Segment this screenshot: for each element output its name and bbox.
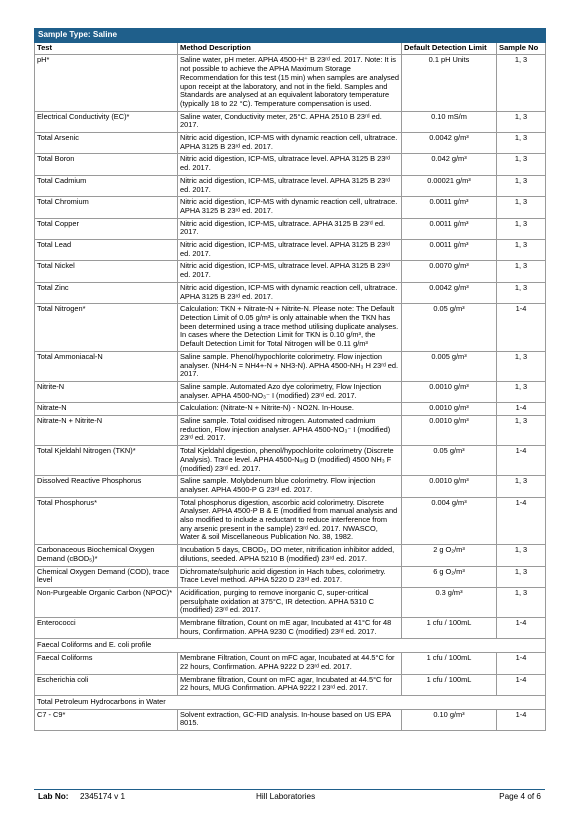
table-row	[35, 476, 546, 497]
test-cell: Total Arsenic	[35, 133, 178, 154]
test-cell: Total Phosphorus*	[35, 497, 178, 545]
method-cell: Saline sample. Automated Azo dye colorimetry, Flow Injection analyser. APHA 4500-NO₃⁻ I (modified) 23ʳᵈ ed. 2017.	[178, 381, 402, 402]
sample-no-cell: 1, 3	[497, 476, 546, 497]
section-label: Faecal Coliforms and E. coli profile	[35, 639, 546, 653]
sample-no-cell: 1-4	[497, 653, 546, 674]
sample-no-cell: 1, 3	[497, 416, 546, 446]
test-cell: Electrical Conductivity (EC)*	[35, 111, 178, 132]
sample-no-cell: 1, 3	[497, 282, 546, 303]
test-cell: Total Cadmium	[35, 175, 178, 196]
test-cell: Total Nitrogen*	[35, 304, 178, 352]
limit-cell: 0.0010 g/m³	[402, 416, 497, 446]
method-cell: Saline sample. Total oxidised nitrogen. Automated cadmium reduction, Flow injection analyser. APHA 4500-NO₃⁻ I (modified) 23ʳᵈ ed. 2017.	[178, 416, 402, 446]
section-row	[35, 696, 546, 710]
header-test: Test	[35, 42, 178, 55]
table-row	[35, 545, 546, 566]
test-cell: Escherichia coli	[35, 674, 178, 695]
header-method-description: Method Description	[178, 42, 402, 55]
limit-cell: 0.0042 g/m³	[402, 133, 497, 154]
test-cell: pH*	[35, 55, 178, 111]
limit-cell: 0.0011 g/m³	[402, 240, 497, 261]
table-row	[35, 197, 546, 218]
method-cell: Nitric acid digestion, ICP-MS, ultratrace level. APHA 3125 B 23ʳᵈ ed. 2017.	[178, 154, 402, 175]
limit-cell: 0.10 mS/m	[402, 111, 497, 132]
sample-no-cell: 1, 3	[497, 351, 546, 381]
limit-cell: 0.004 g/m³	[402, 497, 497, 545]
sample-no-cell: 1-4	[497, 446, 546, 476]
limit-cell: 0.05 g/m³	[402, 446, 497, 476]
sample-no-cell: 1, 3	[497, 55, 546, 111]
method-cell: Nitric acid digestion, ICP-MS, ultratrace level. APHA 3125 B 23ʳᵈ ed. 2017.	[178, 175, 402, 196]
test-cell: Total Nickel	[35, 261, 178, 282]
sample-no-cell: 1, 3	[497, 381, 546, 402]
sample-type-title: Sample Type: Saline	[35, 29, 546, 43]
table-row	[35, 261, 546, 282]
test-cell: Nitrate-N	[35, 403, 178, 416]
limit-cell: 1 cfu / 100mL	[402, 618, 497, 639]
sample-no-cell: 1, 3	[497, 545, 546, 566]
table-row	[35, 587, 546, 617]
method-cell: Nitric acid digestion, ICP-MS with dynamic reaction cell, ultratrace. APHA 3125 B 23ʳᵈ ed. 2017.	[178, 133, 402, 154]
limit-cell: 0.10 g/m³	[402, 709, 497, 730]
test-cell: C7 - C9*	[35, 709, 178, 730]
table-row	[35, 381, 546, 402]
limit-cell: 0.0011 g/m³	[402, 218, 497, 239]
header-sample-no: Sample No	[497, 42, 546, 55]
test-cell: Total Lead	[35, 240, 178, 261]
sample-no-cell: 1, 3	[497, 587, 546, 617]
sample-no-cell: 1, 3	[497, 240, 546, 261]
limit-cell: 6 g O₂/m³	[402, 566, 497, 587]
test-cell: Total Kjeldahl Nitrogen (TKN)*	[35, 446, 178, 476]
section-row	[35, 639, 546, 653]
limit-cell: 1 cfu / 100mL	[402, 674, 497, 695]
limit-cell: 0.1 pH Units	[402, 55, 497, 111]
method-cell: Nitric acid digestion, ICP-MS with dynamic reaction cell, ultratrace. APHA 3125 B 23ʳᵈ ed. 2017.	[178, 197, 402, 218]
method-cell: Acidification, purging to remove inorganic C, super-critical persulphate oxidation at 375°C, IR detection. APHA 5310 C (modified) 23ʳᵈ ed. 2017.	[178, 587, 402, 617]
limit-cell: 0.0010 g/m³	[402, 476, 497, 497]
header-default-detection-limit: Default Detection Limit	[402, 42, 497, 55]
table-row	[35, 175, 546, 196]
limit-cell: 2 g O₂/m³	[402, 545, 497, 566]
method-cell: Dichromate/sulphuric acid digestion in Hach tubes, colorimetry. Trace Level method. APHA 5220 D 23ʳᵈ ed. 2017.	[178, 566, 402, 587]
table-row	[35, 240, 546, 261]
limit-cell: 0.3 g/m³	[402, 587, 497, 617]
sample-no-cell: 1, 3	[497, 133, 546, 154]
table-row	[35, 446, 546, 476]
table-row	[35, 154, 546, 175]
methods-table	[34, 28, 546, 731]
table-row	[35, 304, 546, 352]
page-footer	[34, 789, 545, 804]
method-cell: Nitric acid digestion, ICP-MS, ultratrace level. APHA 3125 B 23ʳᵈ ed. 2017.	[178, 240, 402, 261]
limit-cell: 0.0011 g/m³	[402, 197, 497, 218]
test-cell: Total Copper	[35, 218, 178, 239]
limit-cell: 0.005 g/m³	[402, 351, 497, 381]
table-row	[35, 709, 546, 730]
test-cell: Total Ammoniacal-N	[35, 351, 178, 381]
method-cell: Total Kjeldahl digestion, phenol/hypochlorite colorimetry (Discrete Analysis). Trace level. APHA 4500-Nₒᵣg D (modified) 4500 NH₃ F (modified) 23ʳᵈ ed. 2017.	[178, 446, 402, 476]
test-cell: Nitrite-N	[35, 381, 178, 402]
section-label: Total Petroleum Hydrocarbons in Water	[35, 696, 546, 710]
table-row	[35, 111, 546, 132]
page-number: Page 4 of 6	[499, 792, 541, 801]
test-cell: Dissolved Reactive Phosphorus	[35, 476, 178, 497]
limit-cell: 0.00021 g/m³	[402, 175, 497, 196]
sample-no-cell: 1, 3	[497, 154, 546, 175]
method-cell: Membrane Filtration, Count on mFC agar, Incubated at 44.5°C for 22 hours, Confirmation. APHA 9222 D 23ʳᵈ ed. 2017.	[178, 653, 402, 674]
limit-cell: 0.042 g/m³	[402, 154, 497, 175]
lab-no-value: 2345174 v 1	[80, 792, 126, 801]
sample-no-cell: 1-4	[497, 709, 546, 730]
test-cell: Total Chromium	[35, 197, 178, 218]
methods-table-container	[34, 28, 545, 731]
method-cell: Calculation: TKN + Nitrate-N + Nitrite-N. Please note: The Default Detection Limit of 0.05 g/m³ is only attainable when the TKN has been determined using a trace method utilising duplicate analyses. In cases where the Detection Limit for TKN is 0.10 g/m³, the Default Detection Limit for Total Nitrogen will be 0.11 g/m³	[178, 304, 402, 352]
lab-no-label: Lab No:	[38, 792, 69, 801]
method-cell: Saline sample. Molybdenum blue colorimetry. Flow injection analyser. APHA 4500-P G 23ʳᵈ ed. 2017.	[178, 476, 402, 497]
method-cell: Saline water, Conductivity meter, 25°C. APHA 2510 B 23ʳᵈ ed. 2017.	[178, 111, 402, 132]
limit-cell: 0.0010 g/m³	[402, 403, 497, 416]
limit-cell: 0.0070 g/m³	[402, 261, 497, 282]
table-row	[35, 218, 546, 239]
method-cell: Nitric acid digestion, ICP-MS with dynamic reaction cell, ultratrace. APHA 3125 B 23ʳᵈ ed. 2017.	[178, 282, 402, 303]
method-cell: Total phosphorus digestion, ascorbic acid colorimetry. Discrete Analyser. APHA 4500-P B & E (modified from manual analysis and also modified to include a reductant to reduce interference from any arsenic present in the sample) 23ʳᵈ ed. 2017. NWASCO, Water & soil Miscellaneous Publication No. 38, 1982.	[178, 497, 402, 545]
sample-no-cell: 1, 3	[497, 261, 546, 282]
test-cell: Enterococci	[35, 618, 178, 639]
limit-cell: 0.0010 g/m³	[402, 381, 497, 402]
test-cell: Faecal Coliforms	[35, 653, 178, 674]
limit-cell: 1 cfu / 100mL	[402, 653, 497, 674]
table-row	[35, 55, 546, 111]
sample-no-cell: 1-4	[497, 674, 546, 695]
table-row	[35, 674, 546, 695]
table-row	[35, 653, 546, 674]
table-row	[35, 618, 546, 639]
limit-cell: 0.05 g/m³	[402, 304, 497, 352]
sample-no-cell: 1, 3	[497, 566, 546, 587]
table-row	[35, 403, 546, 416]
table-row	[35, 351, 546, 381]
method-cell: Membrane filtration, Count on mFC agar, Incubated at 44.5°C for 22 hours, MUG Confirmation. APHA 9222 I 23ʳᵈ ed. 2017.	[178, 674, 402, 695]
table-row	[35, 133, 546, 154]
test-cell: Total Zinc	[35, 282, 178, 303]
table-row	[35, 282, 546, 303]
test-cell: Chemical Oxygen Demand (COD), trace level	[35, 566, 178, 587]
method-cell: Saline water, pH meter. APHA 4500-H⁺ B 23ʳᵈ ed. 2017. Note: It is not possible to achieve the APHA Maximum Storage Recommendation for this test (15 min) when samples are analysed upon receipt at the laboratory, and not in the field. Samples and Standards are analysed at an equivalent laboratory temperature (typically 18 to 22 °C). Temperature compensation is used.	[178, 55, 402, 111]
table-row	[35, 497, 546, 545]
sample-no-cell: 1-4	[497, 304, 546, 352]
table-header-row	[35, 42, 546, 55]
table-row	[35, 416, 546, 446]
sample-no-cell: 1, 3	[497, 197, 546, 218]
sample-no-cell: 1-4	[497, 618, 546, 639]
test-cell: Nitrate-N + Nitrite-N	[35, 416, 178, 446]
method-cell: Nitric acid digestion, ICP-MS, ultratrace. APHA 3125 B 23ʳᵈ ed. 2017.	[178, 218, 402, 239]
method-cell: Saline sample. Phenol/hypochlorite colorimetry. Flow injection analyser. (NH4-N = NH4+-N + NH3-N). APHA 4500-NH₃ H 23ʳᵈ ed. 2017.	[178, 351, 402, 381]
method-cell: Membrane filtration, Count on mE agar, Incubated at 41°C for 48 hours, Confirmation. APHA 9230 C (modified) 23ʳᵈ ed. 2017.	[178, 618, 402, 639]
method-cell: Calculation: (Nitrate-N + Nitrite-N) - NO2N. In-House.	[178, 403, 402, 416]
test-cell: Non-Purgeable Organic Carbon (NPOC)*	[35, 587, 178, 617]
method-cell: Nitric acid digestion, ICP-MS, ultratrace level. APHA 3125 B 23ʳᵈ ed. 2017.	[178, 261, 402, 282]
sample-no-cell: 1, 3	[497, 111, 546, 132]
table-row	[35, 566, 546, 587]
method-cell: Incubation 5 days, CBOD₅, DO meter, nitrification inhibitor added, dilutions, seeded. APHA 5210 B (modified) 23ʳᵈ ed. 2017.	[178, 545, 402, 566]
table-title-row	[35, 29, 546, 43]
sample-no-cell: 1, 3	[497, 175, 546, 196]
company-name: Hill Laboratories	[256, 792, 316, 801]
sample-no-cell: 1-4	[497, 497, 546, 545]
sample-no-cell: 1, 3	[497, 218, 546, 239]
limit-cell: 0.0042 g/m³	[402, 282, 497, 303]
sample-no-cell: 1-4	[497, 403, 546, 416]
test-cell: Total Boron	[35, 154, 178, 175]
test-cell: Carbonaceous Biochemical Oxygen Demand (cBOD₅)*	[35, 545, 178, 566]
method-cell: Solvent extraction, GC-FID analysis. In-house based on US EPA 8015.	[178, 709, 402, 730]
